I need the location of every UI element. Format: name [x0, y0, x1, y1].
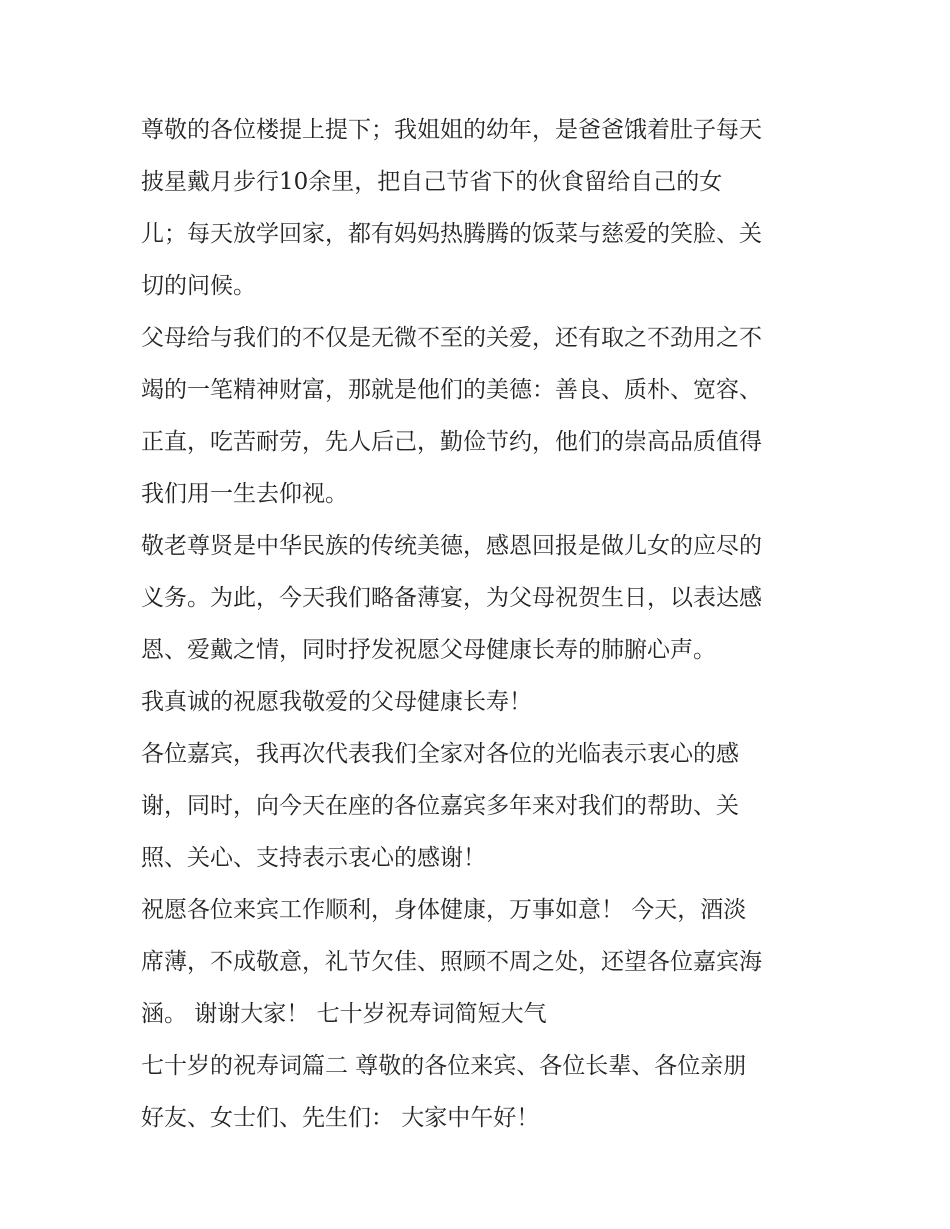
text-line: 披星戴月步行10余里，把自己节省下的伙食留给自己的女 — [141, 169, 723, 195]
text-line: 尊敬的各位楼提上提下；我姐姐的幼年，是爸爸饿着肚子每天 — [141, 117, 762, 143]
text-line: 义务。为此，今天我们略备薄宴，为父母祝贺生日，以表达感 — [141, 585, 762, 611]
paragraph-6 — [141, 884, 821, 1040]
paragraph-7 — [141, 1040, 821, 1144]
text-line: 儿；每天放学回家，都有妈妈热腾腾的饭菜与慈爱的笑脸、关 — [141, 221, 762, 247]
paragraph-2 — [141, 312, 821, 520]
document-body — [141, 104, 821, 1144]
text-line: 各位嘉宾，我再次代表我们全家对各位的光临表示衷心的感 — [141, 741, 739, 767]
paragraph-3 — [141, 520, 821, 676]
text-line: 敬老尊贤是中华民族的传统美德，感恩回报是做儿女的应尽的 — [141, 533, 762, 559]
text-line: 切的问候。 — [141, 273, 256, 299]
paragraph-1 — [141, 104, 821, 312]
text-line: 我真诚的祝愿我敬爱的父母健康长寿！ — [141, 689, 532, 715]
text-line: 竭的一笔精神财富，那就是他们的美德：善良、质朴、宽容、 — [141, 377, 762, 403]
text-line: 正直，吃苦耐劳，先人后己，勤俭节约，他们的崇高品质值得 — [141, 429, 762, 455]
text-line: 好友、女士们、先生们： 大家中午好！ — [141, 1105, 540, 1131]
text-line: 父母给与我们的不仅是无微不至的关爱，还有取之不劲用之不 — [141, 325, 762, 351]
paragraph-4 — [141, 676, 821, 728]
text-line: 涵。 谢谢大家！ 七十岁祝寿词简短大气 — [141, 1001, 547, 1027]
text-line: 祝愿各位来宾工作顺利，身体健康，万事如意！ 今天，酒淡 — [141, 897, 747, 923]
paragraph-5 — [141, 728, 821, 884]
text-line: 谢，同时，向今天在座的各位嘉宾多年来对我们的帮助、关 — [141, 793, 739, 819]
text-line: 七十岁的祝寿词篇二 尊敬的各位来宾、各位长辈、各位亲朋 — [141, 1053, 747, 1079]
text-line: 照、关心、支持表示衷心的感谢！ — [141, 845, 486, 871]
text-line: 席薄，不成敬意，礼节欠佳、照顾不周之处，还望各位嘉宾海 — [141, 949, 762, 975]
text-line: 我们用一生去仰视。 — [141, 481, 348, 507]
text-line: 恩、爱戴之情，同时抒发祝愿父母健康长寿的肺腑心声。 — [141, 637, 716, 663]
